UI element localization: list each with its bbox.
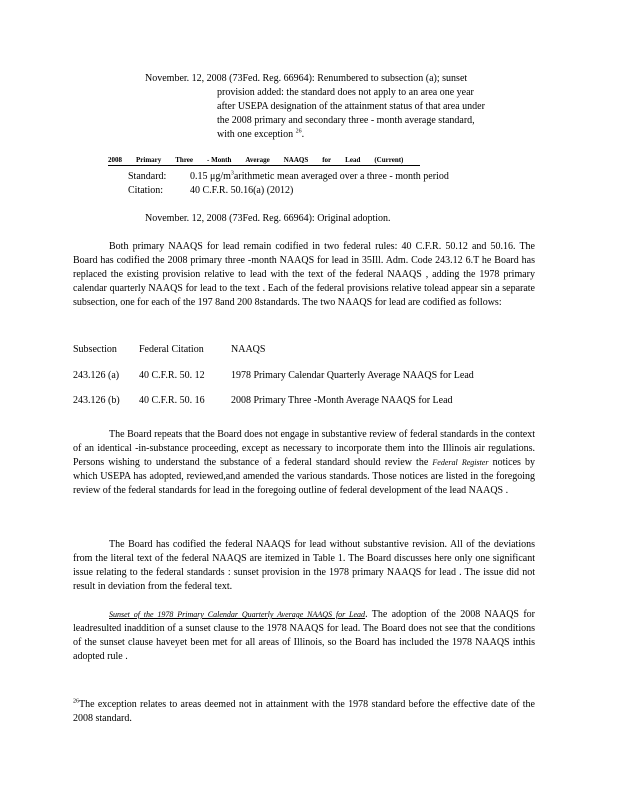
footnote-number: 26 <box>73 698 79 705</box>
codified-table-row: 243.126 (b) 40 C.F.R. 50. 16 2008 Primary Three -Month Average NAAQS for Lead <box>73 395 453 406</box>
codified-table-row: 243.126 (a) 40 C.F.R. 50. 12 1978 Primary Calendar Quarterly Average NAAQS for Lead <box>73 370 474 381</box>
standard-label: Standard: <box>128 171 167 182</box>
citation-row: Citation: 40 C.F.R. 50.16(a) (2012) <box>128 185 294 196</box>
paragraph-sunset: Sunset of the 1978 Primary Calendar Quarterly Average NAAQS for Lead. The adoption of the 2008 NAAQS for leadresulted inaddition of a sunset clause to the 1978 NAAQS for lead. The Board does not see that the conditions of the sunset clause haveyet been met for all areas of Illinois, so the Board has included the 1978 NAAQS inthis adopted rule . <box>73 609 535 662</box>
section-header-2008-naaqs: 2008 Primary Three - Month Average NAAQS for Lead (Current) <box>108 156 420 166</box>
original-adoption: November. 12, 2008 (73Fed. Reg. 66964): Original adoption. <box>145 213 391 224</box>
sunset-heading: Sunset of the 1978 Primary Calendar Quarterly Average NAAQS for Lead <box>109 610 366 619</box>
paragraph-deviations: The Board has codified the federal NAAQS for lead without substantive revision. All of the deviations from the literal text of the federal NAAQS are itemized in Table 1. The Board discusses here only one significant issue relating to the federal standards : sunset provision in the 1978 primary NAAQS for lead . The issue did not result in deviation from the federal text. <box>73 539 535 592</box>
history-line-1: November. 12, 2008 (73Fed. Reg. 66964): Renumbered to subsection (a); sunset <box>145 73 468 84</box>
history-line-5: with one exception $^{26}$. <box>217 128 305 140</box>
history-line-2: provision added: the standard does not apply to an area one year <box>217 87 474 98</box>
paragraph-codification: Both primary NAAQS for lead remain codified in two federal rules: 40 C.F.R. 50.12 and 50.16. The Board has codified the 2008 primary three -month NAAQS for lead in 35Ill. Adm. Code 243.12 6.T he Board has replaced the existing provision relative to lead with the text of the federal NAAQS , adding the 1978 primary calendar quarterly NAAQS for lead to the text . Each of the federal provisions relative tolead appear sin a separate subsection, one for each of the 197 8and 200 8standards. The two NAAQS for lead are codified as follows: <box>73 241 535 308</box>
history-line-3: after USEPA designation of the attainment status of that area under <box>217 101 485 112</box>
citation-label: Citation: <box>128 185 163 196</box>
history-line-4: the 2008 primary and secondary three - month average standard, <box>217 115 475 126</box>
paragraph-review: The Board repeats that the Board does not engage in substantive review of federal standards in the context of an identical -in-substance proceeding, except as necessary to incorporate them into the Illinois air regulations. Persons wishing to understand the substance of a federal standard should review the Federal Register notices by which USEPA has adopted, reviewed,and amended the various standards. Those notices are listed in the foregoing review of the federal standards for lead in the foregoing outline of federal development of the lead NAAQS . <box>73 429 536 496</box>
standard-row: Standard: 0.15 $\mu g/m^3arithmetic$ mean averaged over a three - month period <box>128 170 449 182</box>
footnote-ref[interactable]: 26 <box>295 128 302 135</box>
revision-history-2008 <box>145 72 540 142</box>
footnote: $^{26}$The exception relates to areas deemed not in attainment with the 1978 standard before the effective date of the 2008 standard. <box>73 698 535 724</box>
codified-table-header: Subsection Federal Citation NAAQS <box>73 344 266 355</box>
